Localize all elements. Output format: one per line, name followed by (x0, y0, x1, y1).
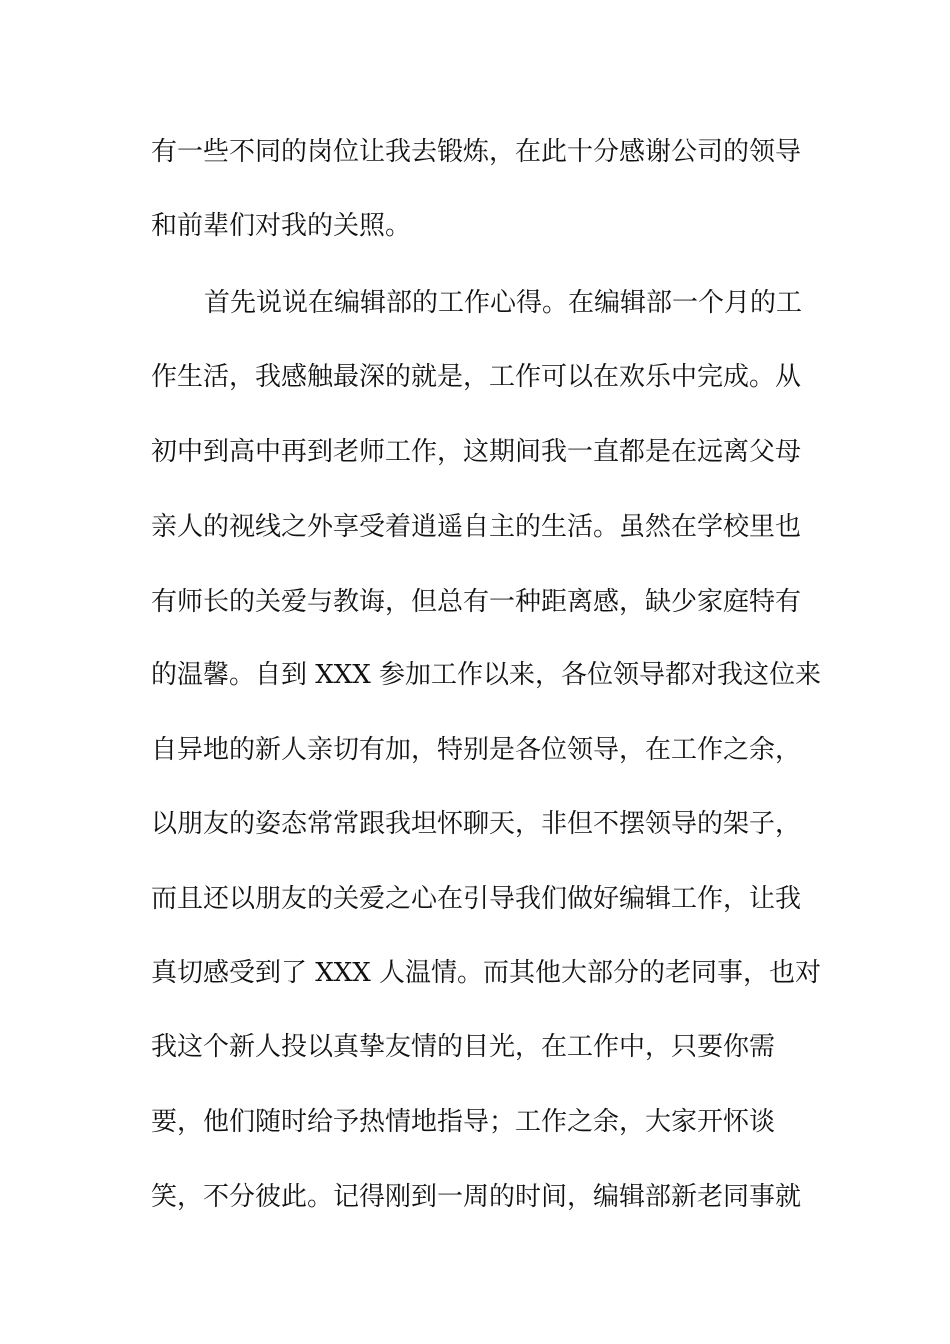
text-line-1: 有一些不同的岗位让我去锻炼，在此十分感谢公司的领导 (151, 137, 802, 167)
text-line-8: 的温馨。自到 XXX 参加工作以来，各位领导都对我这位来 (151, 660, 822, 690)
text-line-3: 首先说说在编辑部的工作心得。在编辑部一个月的工 (204, 288, 803, 318)
text-line-6: 亲人的视线之外享受着逍遥自主的生活。虽然在学校里也 (151, 512, 802, 542)
text-line-11: 而且还以朋友的关爱之心在引导我们做好编辑工作，让我 (151, 884, 802, 914)
text-line-14: 要，他们随时给予热情地指导；工作之余，大家开怀谈 (151, 1107, 776, 1137)
text-line-13: 我这个新人投以真挚友情的目光，在工作中，只要你需 (151, 1032, 776, 1062)
text-line-7: 有师长的关爱与教诲，但总有一种距离感，缺少家庭特有 (151, 587, 802, 617)
text-line-10: 以朋友的姿态常常跟我坦怀聊天，非但不摆领导的架子， (151, 809, 802, 839)
text-line-15: 笑，不分彼此。记得刚到一周的时间，编辑部新老同事就 (151, 1182, 802, 1212)
text-line-9: 自异地的新人亲切有加，特别是各位领导，在工作之余， (151, 735, 802, 765)
text-line-4: 作生活，我感触最深的就是，工作可以在欢乐中完成。从 (151, 362, 802, 392)
text-line-2: 和前辈们对我的关照。 (151, 211, 412, 241)
text-line-12: 真切感受到了 XXX 人温情。而其他大部分的老同事，也对 (151, 958, 822, 988)
text-line-5: 初中到高中再到老师工作，这期间我一直都是在远离父母 (151, 437, 802, 467)
